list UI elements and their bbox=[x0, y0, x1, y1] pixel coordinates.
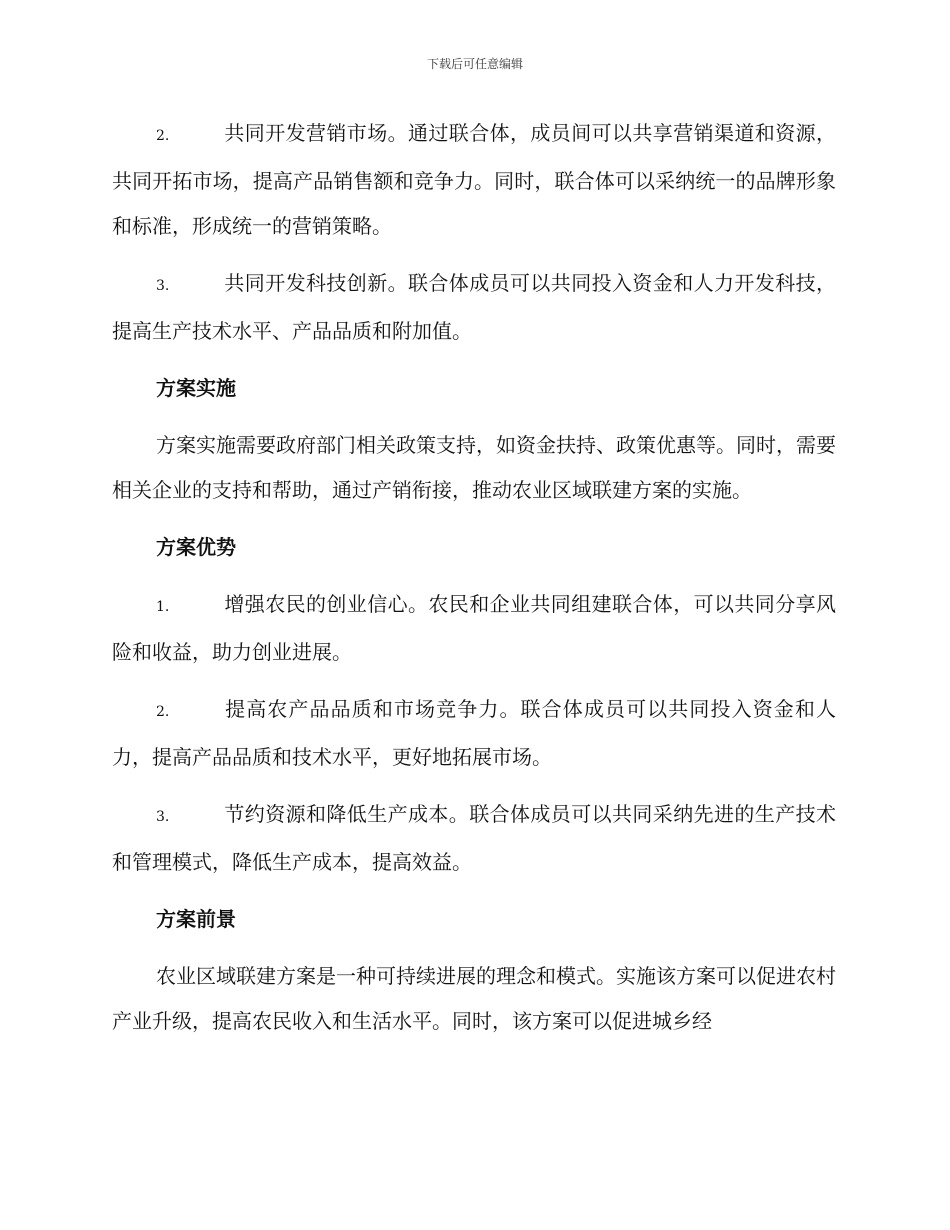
section-heading-implementation: 方案实施 bbox=[156, 376, 236, 400]
list-item-cost bbox=[112, 792, 836, 885]
section-heading-prospects: 方案前景 bbox=[156, 907, 236, 931]
page-header: 下载后可任意编辑 bbox=[426, 57, 523, 71]
list-number: 2. bbox=[156, 128, 170, 144]
list-item-text: 共同开发科技创新。联合体成员可以共同投入资金和人力开发科技，提高生产技术水平、产品品质和附加值。 bbox=[112, 271, 836, 343]
list-number: 1. bbox=[156, 599, 170, 615]
list-item-confidence bbox=[112, 582, 836, 675]
section-heading-advantages: 方案优势 bbox=[156, 535, 236, 559]
paragraph-implementation: 方案实施需要政府部门相关政策支持，如资金扶持、政策优惠等。同时，需要相关企业的支持和帮助，通过产销衔接，推动农业区域联建方案的实施。 bbox=[112, 433, 836, 502]
list-item-quality bbox=[112, 687, 836, 780]
list-item-text: 提高农产品品质和市场竞争力。联合体成员可以共同投入资金和人力，提高产品品质和技术水平，更好地拓展市场。 bbox=[112, 697, 836, 769]
list-number: 2. bbox=[156, 704, 170, 720]
list-item-text: 共同开发营销市场。通过联合体，成员间可以共享营销渠道和资源，共同开拓市场，提高产品销售额和竞争力。同时，联合体可以采纳统一的品牌形象和标准，形成统一的营销策略。 bbox=[112, 121, 836, 238]
list-number: 3. bbox=[156, 809, 170, 825]
list-number: 3. bbox=[156, 278, 170, 294]
list-item-technology bbox=[112, 261, 836, 354]
list-item-text: 增强农民的创业信心。农民和企业共同组建联合体，可以共同分享风险和收益，助力创业进展。 bbox=[112, 592, 836, 664]
paragraph-prospects: 农业区域联建方案是一种可持续进展的理念和模式。实施该方案可以促进农村产业升级，提高农民收入和生活水平。同时，该方案可以促进城乡经 bbox=[112, 964, 836, 1033]
list-item-marketing bbox=[112, 111, 836, 249]
list-item-text: 节约资源和降低生产成本。联合体成员可以共同采纳先进的生产技术和管理模式，降低生产成本，提高效益。 bbox=[112, 802, 836, 874]
document-body bbox=[112, 111, 836, 1056]
